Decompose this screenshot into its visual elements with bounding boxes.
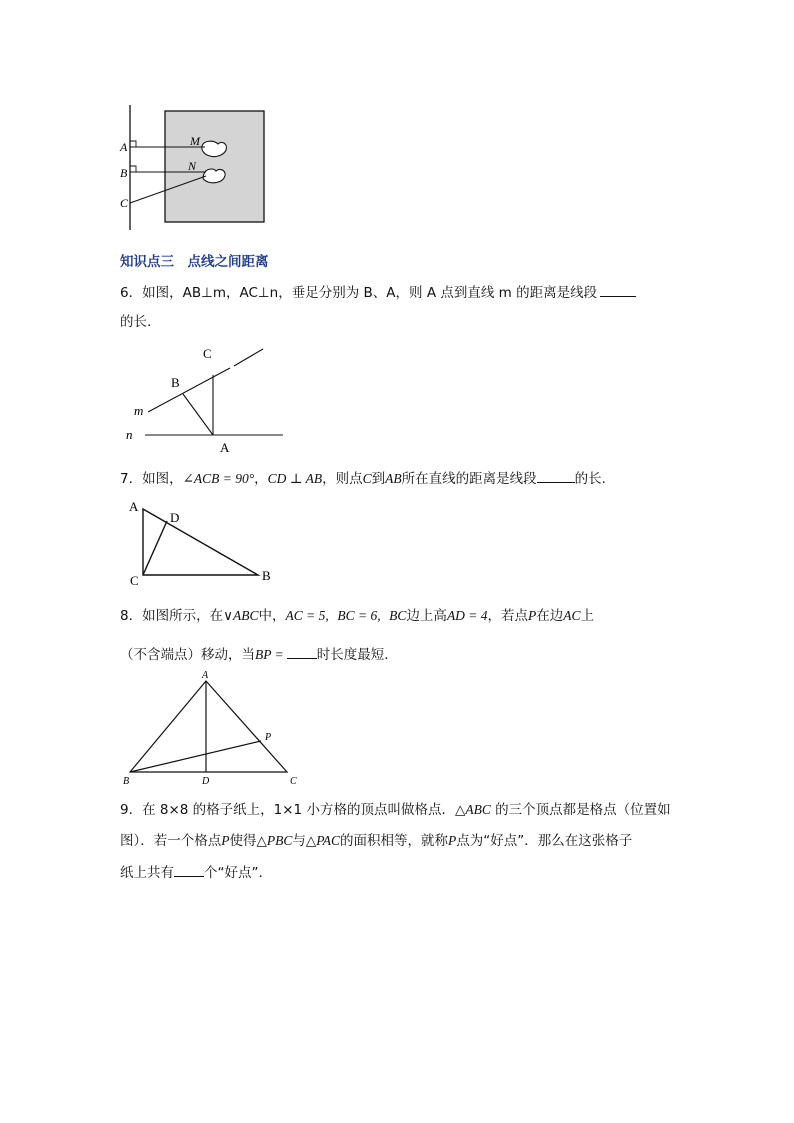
fig3-label-d: D [170, 510, 180, 525]
fig1-label-c: C [120, 196, 129, 210]
q9-answer-blank[interactable] [174, 862, 204, 877]
question-6 [120, 282, 636, 303]
fig1-label-a: A [120, 140, 128, 154]
fig1-label-m: M [190, 134, 200, 148]
question-9: 9．在 8×8 的格子纸上，1×1 小方格的顶点叫做格点．△ABC 的三个顶点都是格点（位置如 [120, 802, 671, 818]
figure-q6 [120, 338, 300, 463]
question-9-line2: 图）．若一个格点P使得△PBC与△PAC的面积相等，就称P点为“好点”．那么在这张格子 [120, 833, 633, 849]
fig4-label-b: B [123, 776, 130, 787]
q6-answer-blank[interactable] [600, 282, 636, 297]
fig2-label-a: A [220, 440, 230, 455]
question-9-line3: 纸上共有 个“好点”． [120, 862, 272, 883]
fig3-label-a: A [129, 499, 139, 514]
fig4-label-d: D [202, 776, 210, 787]
figure-wall-holes [110, 100, 275, 235]
fig3-label-c: C [130, 573, 139, 588]
q6-line1: 6．如图，AB⊥m，AC⊥n，垂足分别为 B、A，则 A 点到直线 m 的距离是线段 [120, 285, 598, 301]
fig2-label-m: m [134, 403, 144, 418]
fig1-label-b: B [120, 166, 128, 180]
fig2-label-b: B [171, 375, 180, 390]
question-8-line2: （不含端点）移动，当BP = 时长度最短. [120, 644, 389, 665]
fig1-label-n: N [188, 159, 197, 173]
section-heading: 知识点三 点线之间距离 [120, 254, 269, 270]
q6-line2: 的长. [120, 314, 152, 330]
q7-answer-blank[interactable] [537, 468, 575, 483]
fig4-label-a: A [202, 670, 209, 681]
figure-q7 [120, 496, 290, 591]
q8-answer-blank[interactable] [287, 644, 317, 659]
fig2-label-n: n [126, 427, 133, 442]
question-7: 7．如图，∠ACB = 90°，CD ⊥ AB，则点C到AB所在直线的距离是线段 的长. [120, 468, 606, 489]
fig4-label-p: P [265, 732, 272, 743]
fig4-label-c: C [290, 776, 297, 787]
fig3-label-b: B [262, 568, 271, 583]
question-8: 8．如图所示，在∨ABC中，AC = 5, BC = 6, BC边上高AD = 4，若点P在边AC上 [120, 608, 595, 624]
fig2-label-c: C [203, 346, 212, 361]
figure-q8 [115, 668, 310, 790]
